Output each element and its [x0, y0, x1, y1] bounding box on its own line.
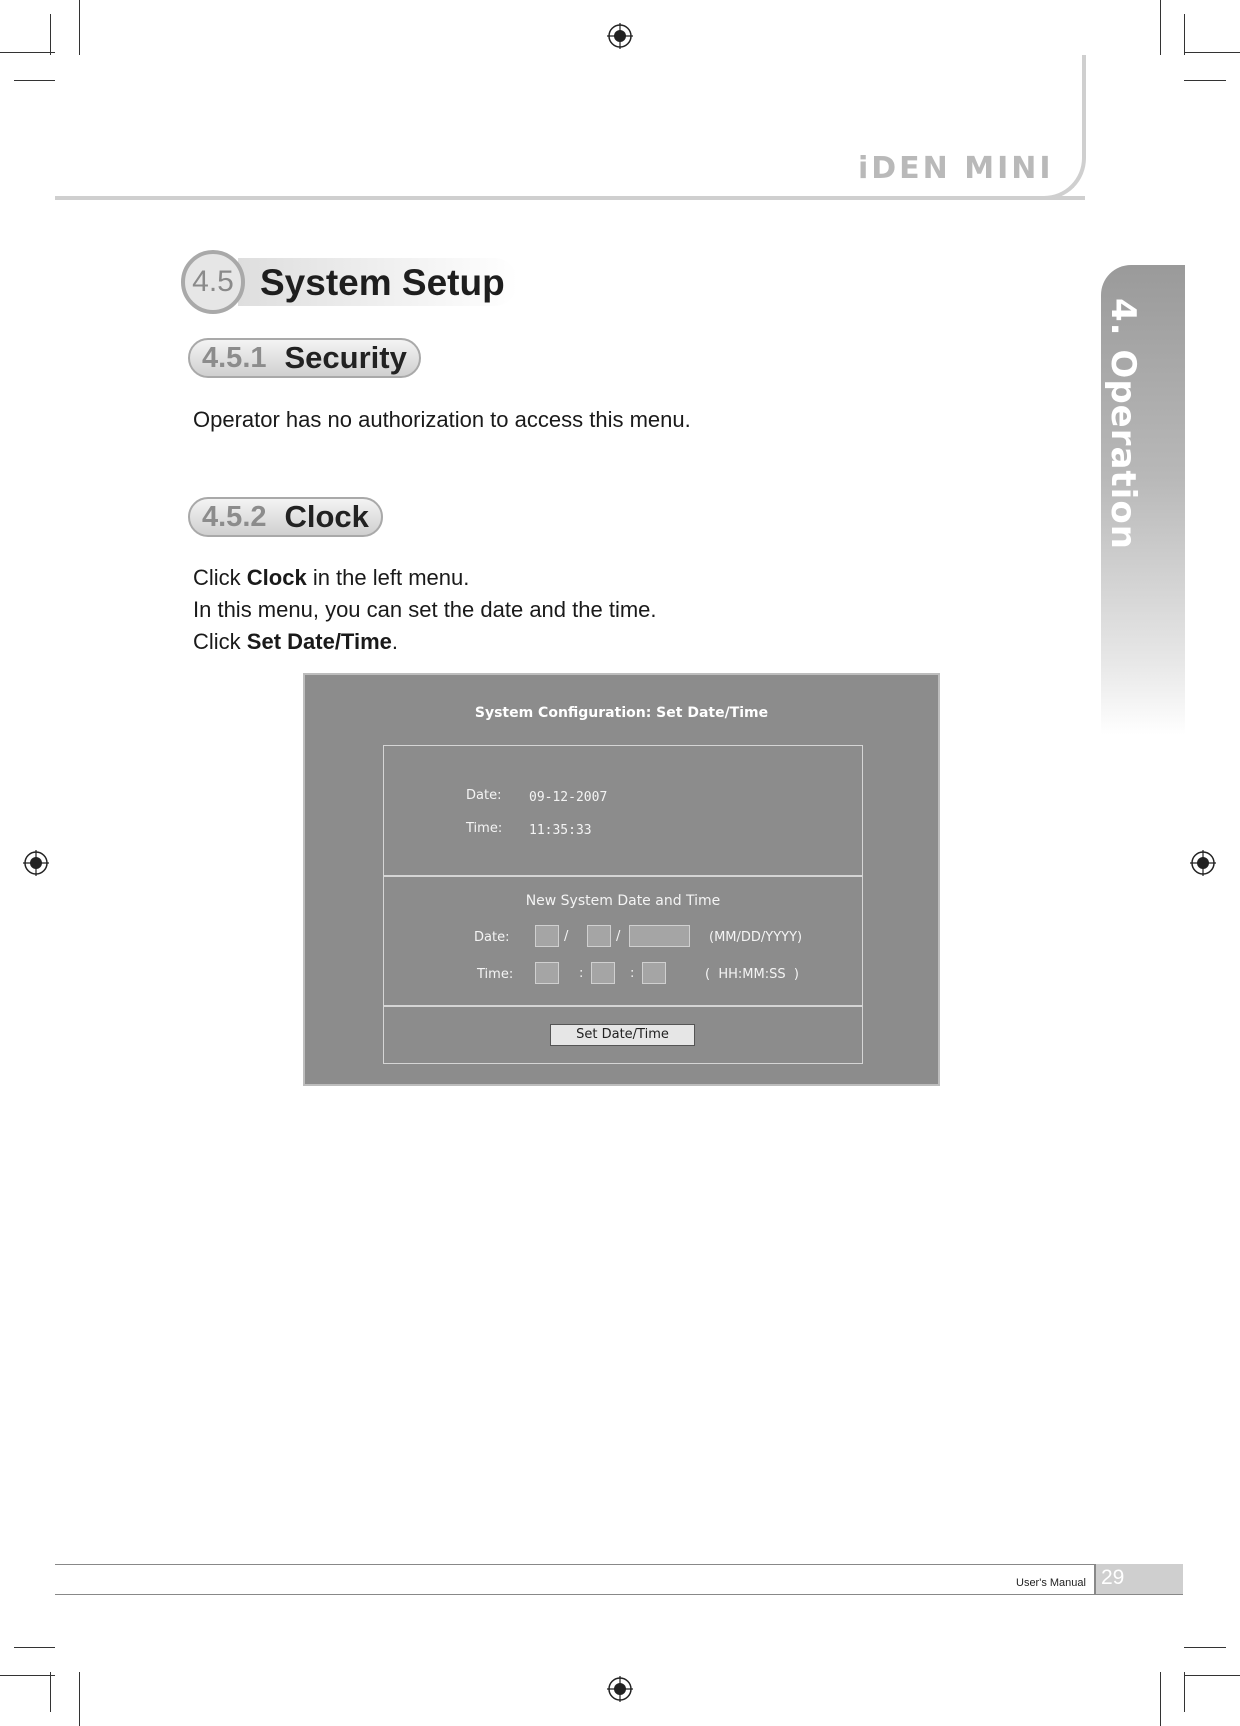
date-separator: /: [564, 929, 569, 944]
time-separator: :: [579, 966, 584, 981]
screenshot-title: System Configuration: Set Date/Time: [474, 705, 769, 721]
current-date-time-panel: [383, 745, 863, 876]
crop-mark: [1160, 1672, 1161, 1726]
crop-mark: [0, 1675, 55, 1676]
brand-logo: iDEN MINI: [858, 151, 1054, 186]
crop-mark: [14, 80, 55, 81]
security-text: Operator has no authorization to access this menu.: [193, 407, 691, 432]
time-format-hint: ( HH:MM:SS ): [705, 967, 799, 982]
registration-mark-icon: [23, 850, 49, 876]
bold-text: Set Date/Time: [246, 629, 392, 654]
crop-mark: [1184, 1647, 1226, 1648]
header-rule: [55, 196, 1085, 200]
crop-mark: [1184, 1672, 1185, 1712]
crop-mark: [79, 1672, 80, 1726]
current-date-label: Date:: [466, 788, 502, 803]
registration-mark-icon: [1190, 850, 1216, 876]
crop-mark: [14, 1647, 55, 1648]
year-input[interactable]: [629, 925, 690, 947]
crop-mark: [1184, 52, 1240, 53]
instruction-line: In this menu, you can set the date and the time.: [193, 597, 657, 622]
crop-mark: [1160, 0, 1161, 55]
footer-label: User's Manual: [1016, 1577, 1086, 1589]
text: .: [391, 629, 399, 654]
instruction-line: [193, 562, 657, 594]
new-date-label: Date:: [474, 930, 510, 945]
set-date-time-button[interactable]: Set Date/Time: [550, 1024, 695, 1046]
new-date-time-heading: New System Date and Time: [525, 893, 721, 909]
crop-mark: [1184, 80, 1226, 81]
current-date-value: 09-12-2007: [529, 790, 608, 805]
subsection-title: Clock: [284, 499, 369, 534]
crop-mark: [0, 52, 55, 53]
subsection-number: 4.5.2: [202, 500, 267, 533]
instruction-line: [193, 626, 657, 658]
date-separator: /: [616, 929, 621, 944]
subsection-heading-security: [188, 338, 421, 378]
crop-mark: [79, 0, 80, 55]
footer-rule: [55, 1564, 1183, 1565]
new-time-label: Time:: [477, 967, 514, 982]
subsection-heading-clock: [188, 497, 383, 537]
subsection-number: 4.5.1: [202, 341, 267, 374]
page-number: 29: [1101, 1566, 1125, 1589]
section-title: System Setup: [260, 262, 505, 303]
text: Click: [193, 629, 247, 654]
day-input[interactable]: [587, 925, 611, 947]
date-format-hint: (MM/DD/YYYY): [709, 930, 803, 945]
crop-mark: [1184, 14, 1185, 55]
current-time-label: Time:: [466, 821, 503, 836]
registration-mark-icon: [607, 1676, 633, 1702]
time-separator: :: [630, 966, 635, 981]
set-date-time-screenshot: [303, 673, 940, 1086]
second-input[interactable]: [642, 962, 666, 984]
crop-mark: [50, 1672, 51, 1712]
text: in the left menu.: [306, 565, 470, 590]
crop-mark: [50, 14, 51, 55]
section-number: 4.5: [181, 250, 245, 314]
crop-mark: [1184, 1675, 1240, 1676]
footer-rule: [55, 1594, 1183, 1595]
bold-text: Clock: [246, 565, 307, 590]
chapter-tab-label: 4. Operation: [1103, 298, 1143, 550]
month-input[interactable]: [535, 925, 559, 947]
new-date-time-panel: [383, 876, 863, 1006]
clock-instructions: [193, 562, 657, 658]
registration-mark-icon: [607, 23, 633, 49]
minute-input[interactable]: [591, 962, 615, 984]
current-time-value: 11:35:33: [529, 823, 592, 838]
text: Click: [193, 565, 247, 590]
subsection-title: Security: [284, 340, 407, 375]
hour-input[interactable]: [535, 962, 559, 984]
